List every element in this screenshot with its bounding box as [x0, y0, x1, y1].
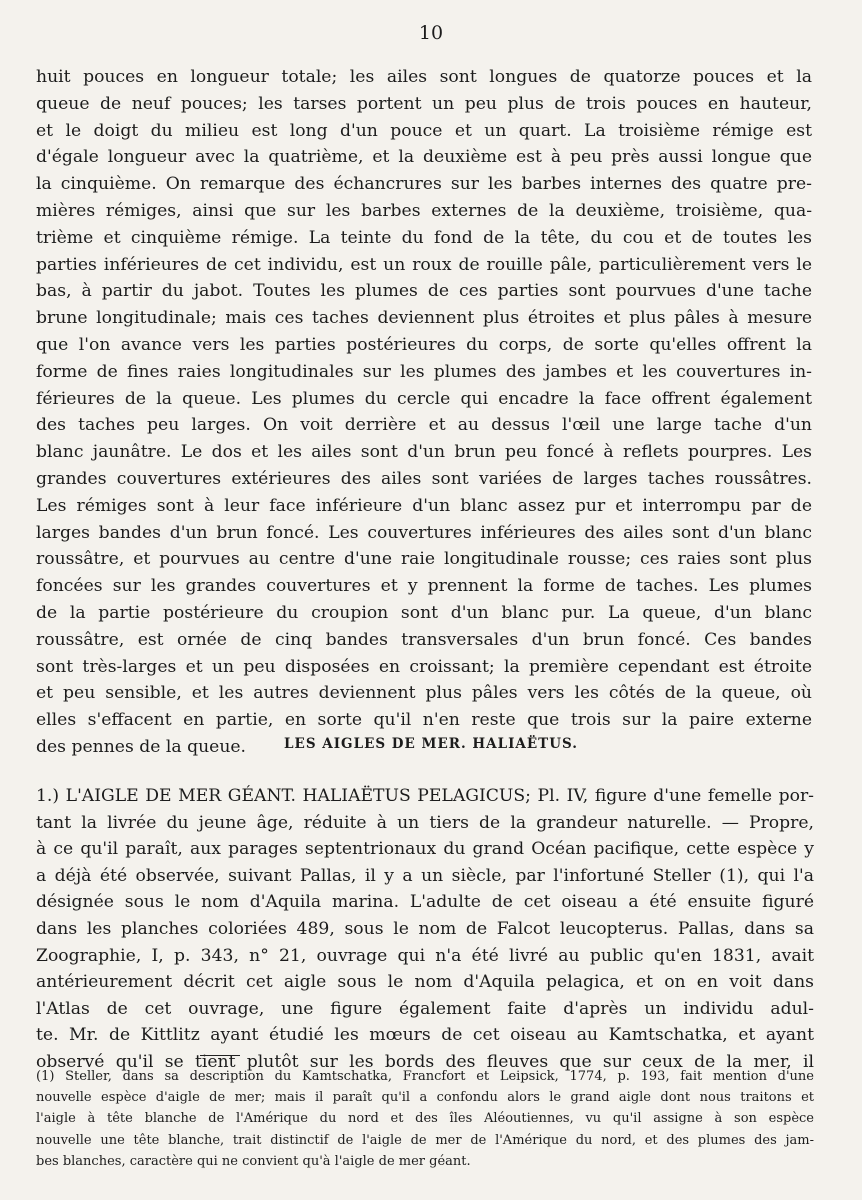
text-line: huit pouces en longueur totale; les ailes sont longues de quatorze pouces et la — [36, 67, 812, 87]
text-line: mières rémiges, ainsi que sur les barbes externes de la deuxième, troisième, qua- — [36, 200, 812, 221]
text-line: blanc jaunâtre. Le dos et les ailes sont d'un brun peu foncé à reflets pourpres. Les — [36, 442, 812, 463]
text-line: et peu sensible, et les autres deviennent plus pâles vers les côtés de la queue, où — [36, 683, 812, 704]
text-line: que l'on avance vers les parties postérieures du corps, de sorte qu'elles offrent la — [36, 334, 812, 355]
text-line: Zoographie, I, p. 343, n° 21, ouvrage qui n'a été livré au public qu'en 1831, avait — [36, 945, 814, 966]
text-line: nouvelle une tête blanche, trait distinctif de l'aigle de mer de l'Amérique du nord, et des plumes des jam- — [36, 1132, 814, 1148]
text-line: des taches peu larges. On voit derrière et au dessus l'œil une large tache d'un — [36, 415, 812, 436]
text-line: 1.) L'AIGLE DE MER GÉANT. HALIAËTUS PELAGICUS; Pl. IV, figure d'une femelle por- — [36, 786, 814, 806]
footnote-rule — [200, 1055, 240, 1056]
body-paragraph-1 — [36, 64, 812, 761]
text-line: elles s'effacent en partie, en sorte qu'il n'en reste que trois sur la paire externe — [36, 710, 812, 731]
text-line: désignée sous le nom d'Aquila marina. L'adulte de cet oiseau a été ensuite figuré — [36, 892, 814, 913]
text-line: l'Atlas de cet ouvrage, une figure également faite d'après un individu adul- — [36, 998, 814, 1019]
text-line: larges bandes d'un brun foncé. Les couvertures inférieures des ailes sont d'un blanc — [36, 522, 812, 543]
text-line: trième et cinquième rémige. La teinte du fond de la tête, du cou et de toutes les — [36, 227, 812, 248]
text-line: foncées sur les grandes couvertures et y prennent la forme de taches. Les plumes — [36, 576, 812, 597]
text-line: nouvelle espèce d'aigle de mer; mais il paraît qu'il a confondu alors le grand aigle dont nous traitons et — [36, 1090, 814, 1106]
text-line: grandes couvertures extérieures des ailes sont variées de larges taches roussâtres. — [36, 468, 812, 489]
text-line: l'aigle à tête blanche de l'Amérique du nord et des îles Aléoutiennes, vu qu'il assigne à son espèce — [36, 1111, 814, 1127]
text-line: roussâtre, est ornée de cinq bandes transversales d'un brun foncé. Ces bandes — [36, 629, 812, 650]
text-line: parties inférieures de cet individu, est un roux de rouille pâle, particulièrement vers le — [36, 254, 812, 275]
text-line: Les rémiges sont à leur face inférieure d'un blanc assez pur et interrompu par de — [36, 495, 812, 516]
text-line: forme de fines raies longitudinales sur les plumes des jambes et les couvertures in- — [36, 361, 812, 382]
text-line: a déjà été observée, suivant Pallas, il y a un siècle, par l'infortuné Steller (1), qui l'a — [36, 865, 814, 886]
text-line: et le doigt du milieu est long d'un pouce et un quart. La troisième rémige est — [36, 120, 812, 141]
text-line: brune longitudinale; mais ces taches deviennent plus étroites et plus pâles à mesure — [36, 308, 812, 329]
section-heading: LES AIGLES DE MER. HALIAËTUS. — [284, 736, 578, 752]
text-line: férieures de la queue. Les plumes du cercle qui encadre la face offrent également — [36, 388, 812, 409]
text-line: tant la livrée du jeune âge, réduite à un tiers de la grandeur naturelle. — Propre, — [36, 812, 814, 833]
text-line: sont très-larges et un peu disposées en croissant; la première cependant est étroite — [36, 656, 812, 677]
body-paragraph-2 — [36, 783, 814, 1076]
text-line: d'égale longueur avec la quatrième, et la deuxième est à peu près aussi longue que — [36, 147, 812, 168]
text-line: (1) Steller, dans sa description du Kamtschatka, Francfort et Leipsick, 1774, p. 193, fait mention d'une — [36, 1069, 814, 1084]
text-line: des pennes de la queue. — [36, 736, 247, 757]
text-line: roussâtre, et pourvues au centre d'une raie longitudinale rousse; ces raies sont plus — [36, 549, 812, 570]
text-line: bes blanches, caractère qui ne convient qu'à l'aigle de mer géant. — [36, 1153, 471, 1169]
text-line: de la partie postérieure du croupion sont d'un blanc pur. La queue, d'un blanc — [36, 602, 812, 623]
text-line: antérieurement décrit cet aigle sous le nom d'Aquila pelagica, et on en voit dans — [36, 972, 814, 993]
text-line: te. Mr. de Kittlitz ayant étudié les mœurs de cet oiseau au Kamtschatka, et ayant — [36, 1025, 814, 1046]
footnote — [36, 1066, 814, 1172]
text-line: bas, à partir du jabot. Toutes les plumes de ces parties sont pourvues d'une tache — [36, 281, 812, 302]
text-line: la cinquième. On remarque des échancrures sur les barbes internes des quatre pre- — [36, 174, 812, 195]
text-line: dans les planches coloriées 489, sous le nom de Falcot leucopterus. Pallas, dans sa — [36, 918, 814, 939]
text-line: queue de neuf pouces; les tarses portent un peu plus de trois pouces en hauteur, — [36, 93, 812, 114]
page-number: 10 — [418, 22, 444, 44]
text-line: à ce qu'il paraît, aux parages septentrionaux du grand Océan pacifique, cette espèce y — [36, 839, 814, 860]
text-line: observé qu'il se tient plutôt sur les bords des fleuves que sur ceux de la mer, il — [36, 1051, 814, 1072]
